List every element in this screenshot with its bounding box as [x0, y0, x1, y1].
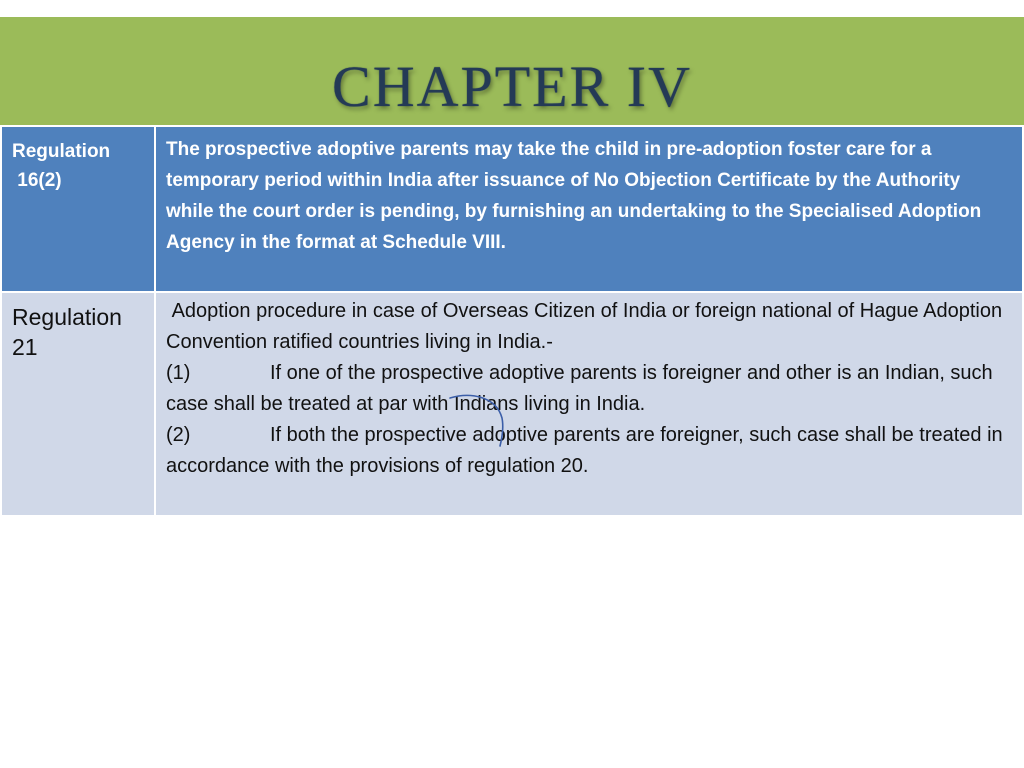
clause-number: (2) [166, 424, 191, 446]
regulation-label: Regulation [12, 141, 111, 162]
table-row [1, 126, 1023, 292]
regulation-clause [166, 420, 1012, 482]
regulation-number: 16(2) [12, 170, 62, 191]
clause-text: If one of the prospective adoptive parents is foreigner and other is an Indian, such case shall be treated at par with Indians living in India. [166, 362, 993, 415]
regulation-label-cell [1, 292, 155, 516]
slide-title: CHAPTER IV [332, 54, 692, 119]
regulation-table [0, 125, 1024, 517]
regulation-number: 21 [12, 334, 38, 360]
regulation-text-cell [155, 126, 1023, 292]
clause-text: If both the prospective adoptive parents are foreigner, such case shall be treated in accordance with the provisions of regulation 20. [166, 424, 1003, 477]
regulation-label: Regulation [12, 304, 122, 330]
regulation-text: The prospective adoptive parents may take the child in pre-adoption foster care for a temporary period within India after issuance of No Objection Certificate by the Authority while the court order is pending, by furnishing an undertaking to the Specialised Adoption Agency in the format at Schedule VIII. [166, 139, 982, 253]
regulation-intro: Adoption procedure in case of Overseas Citizen of India or foreign national of Hague Adoption Convention ratified countries living in India.- [166, 300, 1008, 353]
table-row [1, 292, 1023, 516]
clause-number: (1) [166, 362, 191, 384]
regulation-label-cell [1, 126, 155, 292]
regulation-text-cell [155, 292, 1023, 516]
regulation-clause [166, 358, 1012, 420]
